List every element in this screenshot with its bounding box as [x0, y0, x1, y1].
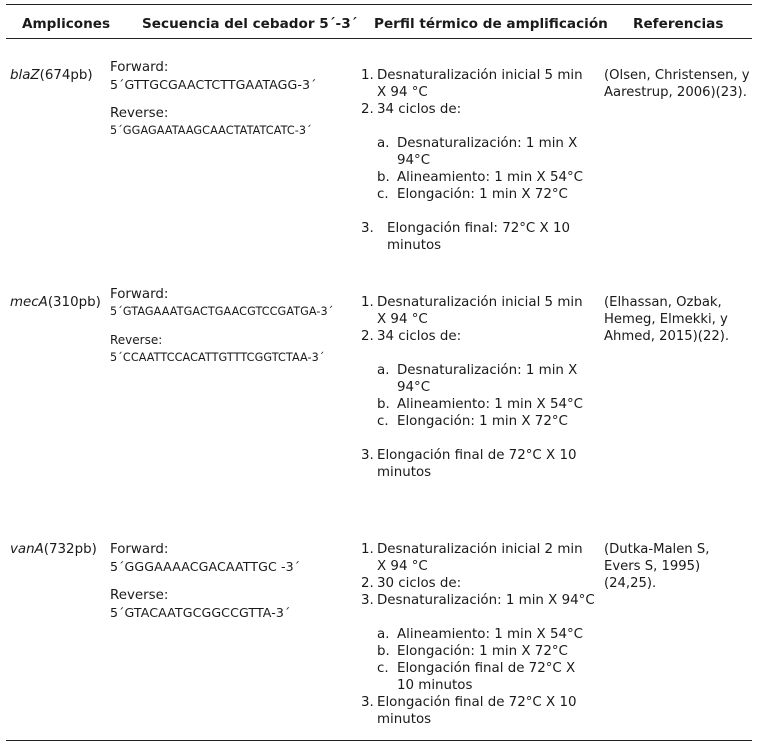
profile-step: 1. Desnaturalización inicial 5 min X 94 °C: [361, 295, 583, 327]
profile-substep: c. Elongación final de 72°C X 10 minutos: [377, 661, 576, 693]
profile-substep: b. Alineamiento: 1 min X 54°C: [377, 170, 584, 185]
profile-substep: b. Alineamiento: 1 min X 54°C: [377, 397, 584, 412]
reference-blaz: (Olsen, Christensen, y Aarestrup, 2006)(23).: [604, 68, 750, 100]
reverse-label: Reverse:: [110, 106, 169, 121]
profile-substeps: [377, 626, 597, 694]
profile-substeps: [377, 135, 593, 203]
forward-sequence: 5´GTTGCGAACTCTTGAATAGG-3´: [110, 77, 317, 92]
profile-step: 3. Elongación final: 72°C X 10 minutos: [361, 221, 571, 253]
reverse-label: Reverse:: [110, 333, 163, 347]
gene-name: mecA: [10, 295, 48, 310]
profile-step: 3. Elongación final de 72°C X 10 minutos: [361, 448, 577, 480]
header-referencias: Referencias: [633, 16, 724, 32]
primers-blaz: [110, 59, 317, 139]
table-header-rule: [6, 38, 752, 39]
profile-step: 2. 34 ciclos de:: [361, 102, 462, 117]
profile-vana: [361, 541, 597, 728]
profile-blaz: [361, 67, 593, 254]
forward-label: Forward:: [110, 542, 169, 557]
profile-step: 3. Desnaturalización: 1 min X 94°C: [361, 593, 595, 608]
amplicon-size: (674pb): [39, 68, 93, 83]
gene-name: vanA: [10, 542, 44, 557]
reverse-label: Reverse:: [110, 588, 169, 603]
header-secuencia: Secuencia del cebador 5´-3´: [142, 16, 358, 32]
forward-sequence: 5´GTAGAAATGACTGAACGTCCGATGA-3´: [110, 305, 334, 318]
pcr-primers-table: [6, 4, 752, 744]
table-top-rule: [6, 4, 752, 5]
table-bottom-rule: [6, 740, 752, 741]
primers-meca: [110, 286, 333, 366]
gene-name: blaZ: [10, 68, 40, 83]
profile-step: 1. Desnaturalización inicial 2 min X 94 °C: [361, 542, 583, 574]
profile-step: 2. 34 ciclos de:: [361, 329, 462, 344]
reverse-sequence: 5´CCAATTCCACATTGTTTCGGTCTAA-3´: [110, 351, 325, 364]
header-perfil: Perfil térmico de amplificación: [374, 16, 608, 32]
profile-step: 2. 30 ciclos de:: [361, 576, 462, 591]
profile-substep: b. Elongación: 1 min X 72°C: [377, 644, 568, 659]
profile-step: 3. Elongación final de 72°C X 10 minutos: [361, 695, 577, 727]
forward-label: Forward:: [110, 60, 169, 75]
primers-vana: [110, 541, 300, 621]
profile-step: 1. Desnaturalización inicial 5 min X 94 °C: [361, 68, 583, 100]
profile-substeps: [377, 362, 593, 430]
forward-label: Forward:: [110, 287, 169, 302]
header-amplicones: Amplicones: [22, 16, 111, 32]
amplicon-vana: [10, 541, 97, 558]
amplicon-size: (732pb): [43, 542, 97, 557]
amplicon-meca: [10, 294, 101, 311]
profile-substep: a. Desnaturalización: 1 min X 94°C: [377, 363, 578, 395]
amplicon-blaz: [10, 67, 93, 84]
forward-sequence: 5´GGGAAAACGACAATTGC -3´: [110, 559, 301, 574]
reference-vana: (Dutka-Malen S, Evers S, 1995)(24,25).: [604, 542, 710, 591]
profile-substep: a. Desnaturalización: 1 min X 94°C: [377, 136, 578, 168]
profile-meca: [361, 294, 593, 481]
amplicon-size: (310pb): [47, 295, 101, 310]
reference-meca: (Elhassan, Ozbak, Hemeg, Elmekki, y Ahmed, 2015)(22).: [604, 295, 730, 344]
profile-substep: c. Elongación: 1 min X 72°C: [377, 414, 568, 429]
reverse-sequence: 5´GGAGAATAAGCAACTATATCATC-3´: [110, 124, 312, 137]
profile-substep: c. Elongación: 1 min X 72°C: [377, 187, 568, 202]
reverse-sequence: 5´GTACAATGCGGCCGTTA-3´: [110, 605, 291, 620]
profile-substep: a. Alineamiento: 1 min X 54°C: [377, 627, 584, 642]
